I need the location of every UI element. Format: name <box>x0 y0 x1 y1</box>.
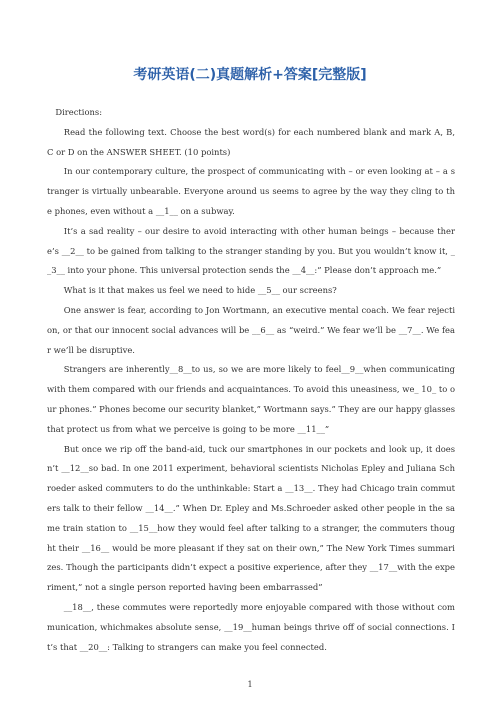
paragraph-5: Strangers are inherently__8__to us, so we are more likely to feel__9__when communicating with them compared with our friends and acquaintances. To avoid this uneasiness, we_ 10_ to our phones.” Phones become our security blanket,” Wortmann says.” They are our happy glasses that protect us from what we perceive is going to be more __11__” <box>47 364 455 434</box>
paragraph-6: But once we rip off the band-aid, tuck our smartphones in our pockets and look up, it doesn’t __12__so bad. In one 2011 experiment, behavioral scientists Nicholas Epley and Juliana Schroeder asked commuters to do the unthinkable: Start a __13__. They had Chicago train commuters talk to their fellow __14__.” When Dr. Epley and Ms.Schroeder asked other people in the same train station to __15__how they would feel after talking to a stranger, the commuters thought their __16__ would be more pleasant if they sat on their own,” The New York Times summarizes. Though the participants didn’t expect a positive experience, after they __17__with the experiment,” not a single person reported having been embarrassed” <box>47 443 455 593</box>
directions-label: Directions: <box>55 107 103 117</box>
page-title: 考研英语(二)真题解析+答案[完整版] <box>133 67 367 83</box>
paragraph-3: What is it that makes us feel we need to hide __5__ our screens? <box>63 285 337 296</box>
paragraph-2: It’s a sad reality – our desire to avoid interacting with other human beings – because there’s __2__ to be gained from talking to the stranger standing by you. But you wouldn’t know it, __3__ into your phone. This universal protection sends the __4__:” Please don’t approach me.” <box>47 225 455 276</box>
page-number: 1 <box>247 680 253 689</box>
paragraph-4: One answer is fear, according to Jon Wortmann, an executive mental coach. We fear rejection, or that our innocent social advances will be __6__ as “weird.” We fear we’ll be __7__. We fear we’ll be disruptive. <box>47 304 455 355</box>
paragraph-7: __18__, these commutes were reportedly more enjoyable compared with those without communication, whichmakes absolute sense, __19__human beings thrive off of social connections. It’s that __20__: Talking to strangers can make you feel connected. <box>47 601 455 652</box>
document-body <box>47 103 455 657</box>
instructions-paragraph: Read the following text. Choose the best word(s) for each numbered blank and mark A, B, C or D on the ANSWER SHEET. (10 points) <box>47 126 455 157</box>
paragraph-1: In our contemporary culture, the prospect of communicating with – or even looking at – a stranger is virtually unbearable. Everyone around us seems to agree by the way they cling to the phones, even without a __1__ on a subway. <box>47 166 455 216</box>
